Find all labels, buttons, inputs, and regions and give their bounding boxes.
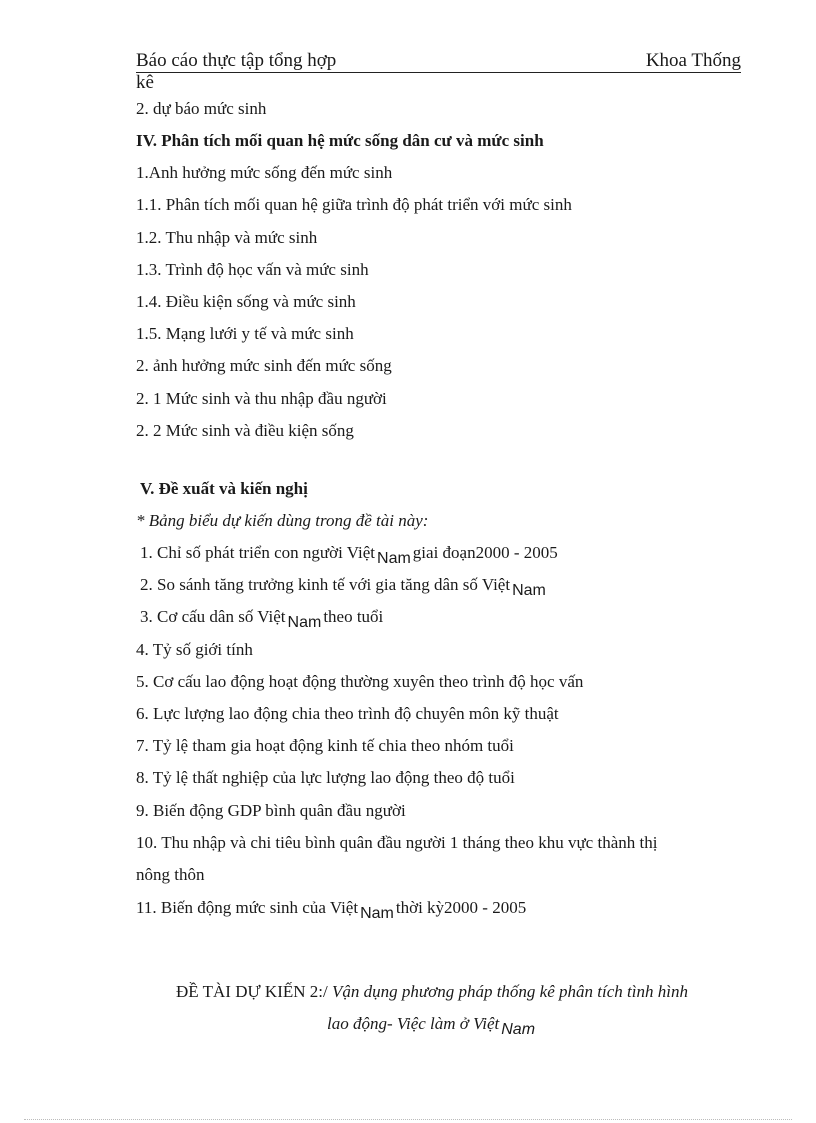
topic-line-1 (136, 976, 728, 1008)
table-item-11 (136, 898, 527, 922)
table-item-8: 8. Tỷ lệ thất nghiệp của lực lượng lao động theo độ tuổi (136, 768, 515, 787)
table-item-9: 9. Biến động GDP bình quân đầu người (136, 801, 406, 820)
list-item: 1.5. Mạng lưới y tế và mức sinh (136, 324, 354, 343)
table-item-text: theo tuổi (323, 607, 384, 626)
table-item-4: 4. Tỷ số giới tính (136, 640, 253, 659)
table-item-6: 6. Lực lượng lao động chia theo trình độ chuyên môn kỹ thuật (136, 704, 559, 723)
topic-line-2 (136, 1008, 728, 1041)
topic-label: ĐỀ TÀI DỰ KIẾN 2:/ (176, 982, 328, 1001)
list-item: 2. 2 Mức sinh và điều kiện sống (136, 421, 354, 440)
table-item-7: 7. Tỷ lệ tham gia hoạt động kinh tế chia theo nhóm tuổi (136, 736, 514, 755)
topic-title-cont: lao động- Việc làm ở Việt (326, 1014, 500, 1033)
country-name: Nam (512, 582, 546, 599)
country-name: Nam (360, 905, 394, 922)
list-item: 1.2. Thu nhập và mức sinh (136, 228, 318, 247)
table-item-1 (140, 543, 558, 567)
list-item: 1.4. Điều kiện sống và mức sinh (136, 292, 356, 311)
section-heading-v: V. Đề xuất và kiến nghị (140, 479, 308, 498)
list-item: 2. ảnh hưởng mức sinh đến mức sống (136, 356, 392, 375)
header-report-title: Báo cáo thực tập tổng hợp (136, 50, 337, 71)
list-item: 1.3. Trình độ học vấn và mức sinh (136, 260, 369, 279)
table-item-10: 10. Thu nhập và chi tiêu bình quân đầu người 1 tháng theo khu vực thành thị (136, 833, 658, 852)
list-item: 1.Anh hưởng mức sống đến mức sinh (136, 163, 393, 182)
table-item-text: giai đoạn2000 - 2005 (412, 543, 558, 562)
page-bottom-rule (24, 1119, 792, 1120)
table-list-intro: * Bảng biểu dự kiến dùng trong đề tài này: (136, 511, 429, 530)
header-faculty-continuation: kê (136, 72, 154, 93)
table-item-text: 11. Biến động mức sinh của Việt (136, 898, 359, 917)
table-item-5: 5. Cơ cấu lao động hoạt động thường xuyên theo trình độ học vấn (136, 672, 584, 691)
country-name: Nam (377, 550, 411, 567)
header-line (136, 50, 741, 73)
page-header (136, 50, 741, 93)
header-faculty: Khoa Thống (645, 50, 741, 71)
list-item: 2. 1 Mức sinh và thu nhập đầu người (136, 389, 387, 408)
table-item-text: 3. Cơ cấu dân số Việt (140, 607, 286, 626)
list-item: 2. dự báo mức sinh (136, 99, 267, 118)
table-item-text: 1. Chỉ số phát triển con người Việt (140, 543, 376, 562)
table-item-3 (140, 607, 384, 631)
proposed-topic (136, 976, 728, 1041)
country-name: Nam (501, 1021, 536, 1038)
topic-title: Vận dụng phương pháp thống kê phân tích tình hình (331, 982, 688, 1001)
table-item-text: 2. So sánh tăng trưởng kinh tế với gia tăng dân số Việt (140, 575, 511, 594)
table-item-10-cont: nông thôn (136, 865, 205, 884)
list-item: 1.1. Phân tích mối quan hệ giữa trình độ phát triển với mức sinh (136, 195, 572, 214)
table-item-2 (140, 575, 548, 599)
table-item-text: thời kỳ2000 - 2005 (395, 898, 527, 917)
section-heading-iv: IV. Phân tích mối quan hệ mức sống dân cư và mức sinh (136, 131, 544, 150)
country-name: Nam (287, 614, 322, 631)
